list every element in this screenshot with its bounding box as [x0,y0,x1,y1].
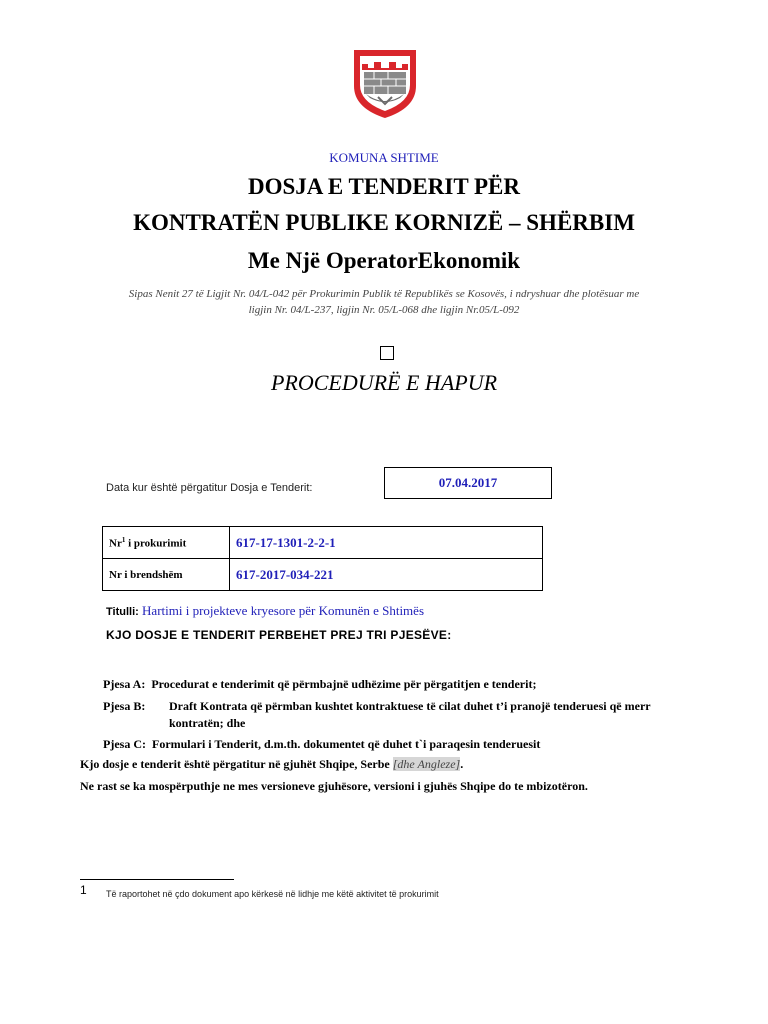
part-a-text: Procedurat e tenderimit që përmbajnë udhëzime për përgatitjen e tenderit; [151,677,537,691]
part-c [103,736,540,753]
footnote-divider [80,879,234,880]
part-a-label: Pjesa A: [103,677,146,691]
part-a [103,676,536,693]
part-b-text: Draft Kontrata që përmban kushtet kontraktuese të cilat duhet t’i pranojë tenderuesi që merr kontratën; dhe [169,699,651,730]
footnote-text: Të raportohet në çdo dokument apo kërkesë në lidhje me këtë aktivitet të prokurimit [106,889,439,899]
legal-basis [84,286,684,318]
language-precedence: Ne rast se ka mospërputhje ne mes versioneve gjuhësore, versioni i gjuhës Shqipe do te mbizotëron. [80,779,588,793]
internal-number-label: Nr i brendshëm [103,559,230,591]
part-c-text: Formulari i Tenderit, d.m.th. dokumentet që duhet t`i paraqesin tenderuesit [151,737,541,751]
part-b [103,698,693,732]
part-c-label: Pjesa C: [103,737,146,751]
municipality-name: KOMUNA SHTIME [329,150,439,165]
part-b-label: Pjesa B: [103,699,146,713]
procedure-type: PROCEDURË E HAPUR [270,370,498,395]
language-highlight: [dhe Angleze] [392,757,461,771]
procurement-number-label: Nr$^1$ i prokurimit [103,527,230,559]
document-title-line2: KONTRATËN PUBLIKE KORNIZË – SHËRBIM [133,210,635,235]
tender-title-value: Hartimi i projekteve kryesore për Komunën e Shtimës [142,603,424,618]
footnote-ref: 1 [121,535,126,544]
language-statement [80,757,463,772]
document-title-line3: Me Një OperatorEkonomik [247,248,521,273]
legal-basis-line2: ligjin Nr. 04/L-237, ligjin Nr. 05/L-068 dhe ligjin Nr.05/L-092 [248,304,520,316]
legal-basis-line1: Sipas Nenit 27 të Ligjit Nr. 04/L-042 për Prokurimin Publik të Republikës se Kosovës, i ndryshuar dhe plotësuar me [128,288,640,300]
table-row [103,527,543,559]
date-value: 07.04.2017 [438,475,498,490]
document-title-line1: DOSJA E TENDERIT PËR [247,174,521,199]
dossier-parts-heading: KJO DOSJE E TENDERIT PERBEHET PREJ TRI PJESËVE: [106,628,452,642]
language-statement-end: . [460,757,464,771]
footnote-mark: 1 [80,883,87,897]
municipality-coat-of-arms-icon [348,42,422,120]
procurement-number-value: 617-17-1301-2-2-1 [230,527,543,559]
tender-title-label: Titulli: [106,606,139,618]
procedure-checkbox[interactable] [380,346,394,360]
date-value-box [384,467,552,499]
language-statement-text: Kjo dosje e tenderit është përgatitur në gjuhët Shqipe, Serbe [80,757,393,771]
table-row [103,559,543,591]
date-label: Data kur është përgatitur Dosja e Tenderit: [106,482,313,494]
internal-number-value: 617-2017-034-221 [230,559,543,591]
procurement-number-table [102,526,543,591]
tender-title [106,603,424,619]
